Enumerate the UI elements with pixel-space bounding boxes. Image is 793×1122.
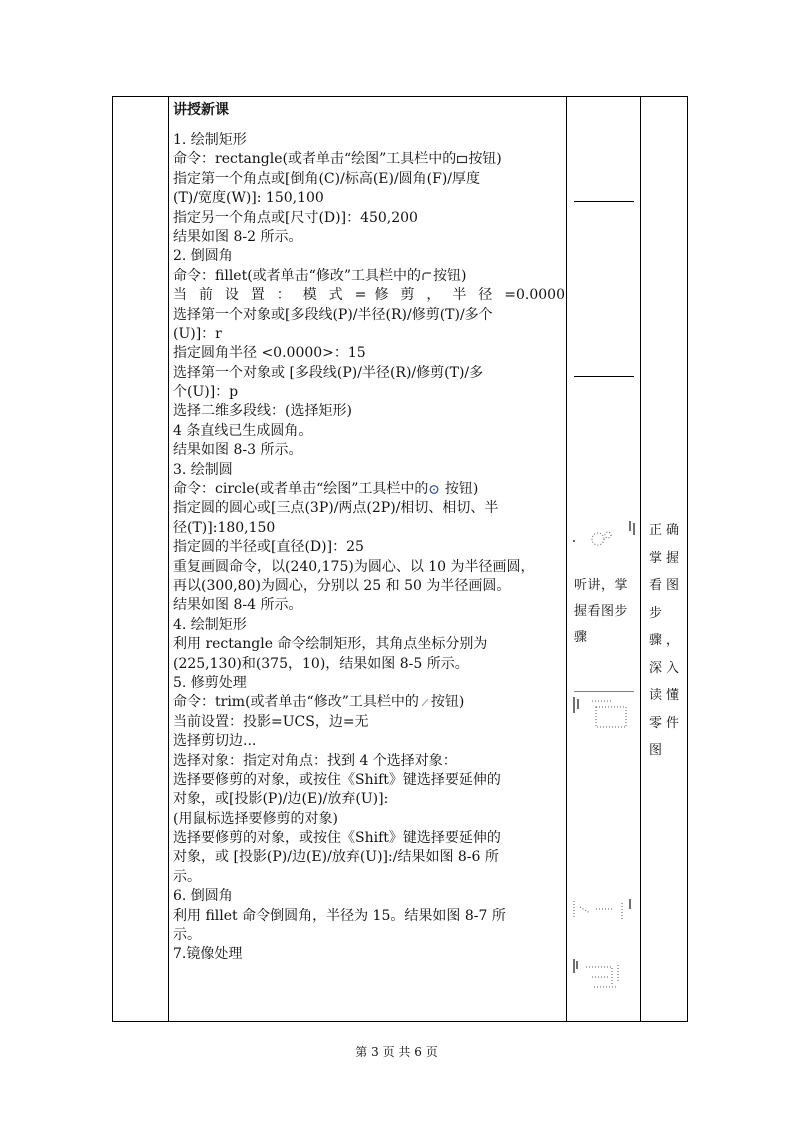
text-line: 命令：rectangle(或者单击“绘图”工具栏中的 按钮) [173, 151, 502, 168]
goal-line: 骤， [649, 633, 679, 648]
text-line: 4 条直线已生成圆角。 [173, 422, 313, 439]
text-line: 利用 fillet 命令倒圆角，半径为 15。结果如图 8-7 所 [173, 907, 506, 924]
text-line: 1. 绘制矩形 [173, 132, 247, 148]
text-line: 指定第一个角点或[倒角(C)/标高(E)/圆角(F)/厚度 [173, 170, 481, 187]
text-line: 6. 倒圆角 [173, 888, 233, 905]
text-line: 指定圆的圆心或[三点(3P)/两点(2P)/相切、相切、半 [173, 500, 499, 517]
figure-thumbnail [572, 955, 636, 993]
text-line: (U)]：r [173, 325, 222, 342]
text-line: 3. 绘制圆 [173, 461, 233, 478]
text-line: (T)/宽度(W)]: 150,100 [173, 190, 324, 207]
text-line: 径(T)]:180,150 [173, 519, 276, 536]
text-line: 结果如图 8-3 所示。 [173, 442, 303, 459]
text-line: 5. 修剪处理 [173, 674, 247, 691]
text-line: 选择要修剪的对象，或按住《Shift》键选择要延伸的 [173, 830, 501, 847]
figure-thumbnail [572, 691, 636, 731]
text-line: 选择对象：指定对角点：找到 4 个选择对象： [173, 752, 457, 769]
text-line: 结果如图 8-4 所示。 [173, 597, 303, 614]
text-line: (225,130)和(375，10)，结果如图 8-5 所示。 [173, 655, 469, 672]
text-line: 当 前 设 置 ： 模 式 = 修 剪 ， 半 径 =0.0000 [173, 287, 565, 304]
text-line: 命令：fillet(或者单击“修改”工具栏中的 按钮) [173, 267, 467, 284]
text-line: 指定圆角半径 <0.0000>：15 [173, 345, 366, 362]
circle-icon [429, 485, 439, 494]
blank-line [574, 201, 634, 202]
goal-line: 看图 [649, 578, 679, 593]
rectangle-icon [457, 155, 467, 164]
text-line: 选择要修剪的对象，或按住《Shift》键选择要延伸的 [173, 771, 501, 788]
text-line: 选择二维多段线：(选择矩形) [173, 403, 352, 420]
text-line: 对象，或 [投影(P)/边(E)/放弃(U)]:/结果如图 8-6 所 [173, 849, 499, 866]
text-line: 指定圆的半径或[直径(D)]：25 [173, 539, 364, 556]
text-line: 再以(300,80)为圆心，分别以 25 和 50 为半径画圆。 [173, 577, 511, 594]
fillet-icon [422, 272, 432, 281]
text-line: 选择第一个对象或 [多段线(P)/半径(R)/修剪(T)/多 [173, 364, 484, 381]
text-line: 重复画圆命令，以(240,175)为圆心、以 10 为半径画圆， [173, 558, 535, 575]
goal-line: 正确 [649, 523, 679, 538]
method-column [567, 97, 640, 1021]
text-line: 选择剪切边... [173, 733, 257, 750]
lesson-content [173, 99, 565, 965]
text-line: 命令：circle(或者单击“绘图”工具栏中的 按钮) [173, 481, 479, 498]
goal-line: 掌握 [649, 550, 679, 566]
column-divider [168, 97, 169, 1021]
figure-thumbnail [572, 897, 636, 927]
goal-line: 步 [649, 605, 663, 621]
section-title: 讲授新课 [173, 102, 229, 118]
text-line: 结果如图 8-2 所示。 [173, 228, 303, 245]
text-line: 指定另一个角点或[尺寸(D)]：450,200 [173, 209, 418, 226]
goal-line: 图 [649, 743, 663, 758]
page-total: 6 [414, 1045, 422, 1059]
page-number: 3 [371, 1045, 379, 1059]
text-line: 命令：trim(或者单击“修改”工具栏中的 按钮) [173, 694, 465, 711]
text-line: 对象，或[投影(P)/边(E)/放弃(U)]: [173, 791, 389, 808]
text-line: 示。 [173, 927, 201, 944]
blank-line [574, 376, 634, 377]
text-line: 个(U)]：p [173, 384, 239, 401]
text-line: (用鼠标选择要修剪的对象) [173, 810, 338, 827]
text-line: 示。 [173, 868, 201, 885]
goal-column [641, 517, 687, 765]
method-note: 听讲，掌 握看图步 骤 [574, 578, 629, 645]
goal-line: 读懂 [649, 688, 679, 703]
text-line: 7.镜像处理 [173, 946, 243, 963]
page-footer: 第 3 页 共 6 页 [355, 1045, 438, 1059]
text-line: 利用 rectangle 命令绘制矩形，其角点坐标分别为 [173, 636, 488, 653]
lesson-table [112, 96, 688, 1022]
goal-line: 深入 [649, 660, 679, 676]
figure-thumbnail [572, 519, 636, 553]
text-line: 选择第一个对象或[多段线(P)/半径(R)/修剪(T)/多个 [173, 306, 493, 323]
text-line: 4. 绘制矩形 [173, 616, 247, 633]
text-line: 2. 倒圆角 [173, 248, 233, 265]
goal-line: 零件 [649, 715, 679, 731]
trim-icon [420, 698, 430, 707]
text-line: 当前设置：投影=UCS，边=无 [173, 713, 369, 730]
